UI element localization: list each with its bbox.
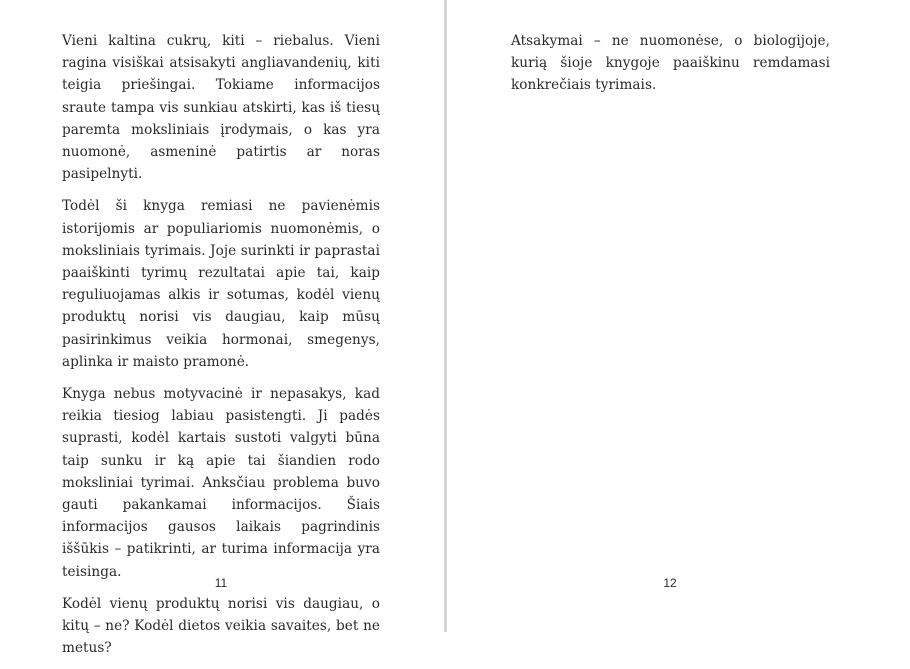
right-page-text — [511, 30, 830, 107]
left-page — [0, 0, 444, 657]
page-number-left: 11 — [214, 576, 228, 590]
paragraph: Vieni kaltina cukrų, kiti – riebalus. Vieni ragina visiškai atsisakyti angliavandenių, kiti teigia priešingai. Tokiame informacijos sraute tampa vis sunkiau atskirti, kas iš tiesų paremta moksliniais įrodymais, o kas yra nuomonė, asmeninė patirtis ar noras pasipelnyti. — [62, 33, 380, 183]
paragraph: Knyga nebus motyvacinė ir nepasakys, kad reikia tiesiog labiau pasistengti. Ji padės suprasti, kodėl kartais sustoti valgyti būna taip sunku ir ką apie tai šiandien rodo moksliniai tyrimai. Anksčiau problema buvo gauti pakankamai informacijos. Šiais informacijos gausos laikais pagrindinis iššūkis – patikrinti, ar turima informacija yra teisinga. — [62, 386, 380, 580]
paragraph: Atsakymai – ne nuomonėse, o biologijoje, kurią šioje knygoje paaiškinu remdamasi konkrečiais tyrimais. — [511, 33, 830, 94]
paragraph: Todėl ši knyga remiasi ne pavienėmis istorijomis ar populiariomis nuomonėmis, o moksliniais tyrimais. Joje surinkti ir paprastai paaiškinti tyrimų rezultatai apie tai, kaip reguliuojamas alkis ir sotumas, kodėl vienų produktų norisi vis daugiau, kaip mūsų pasirinkimus veikia hormonai, smegenys, aplinka ir maisto pramonė. — [62, 198, 380, 370]
left-page-text — [62, 30, 380, 669]
page-number-right: 12 — [663, 576, 677, 590]
right-page — [447, 0, 910, 632]
paragraph: Kodėl vienų produktų norisi vis daugiau, o kitų – ne? Kodėl dietos veikia savaites, bet ne metus? — [62, 595, 380, 657]
